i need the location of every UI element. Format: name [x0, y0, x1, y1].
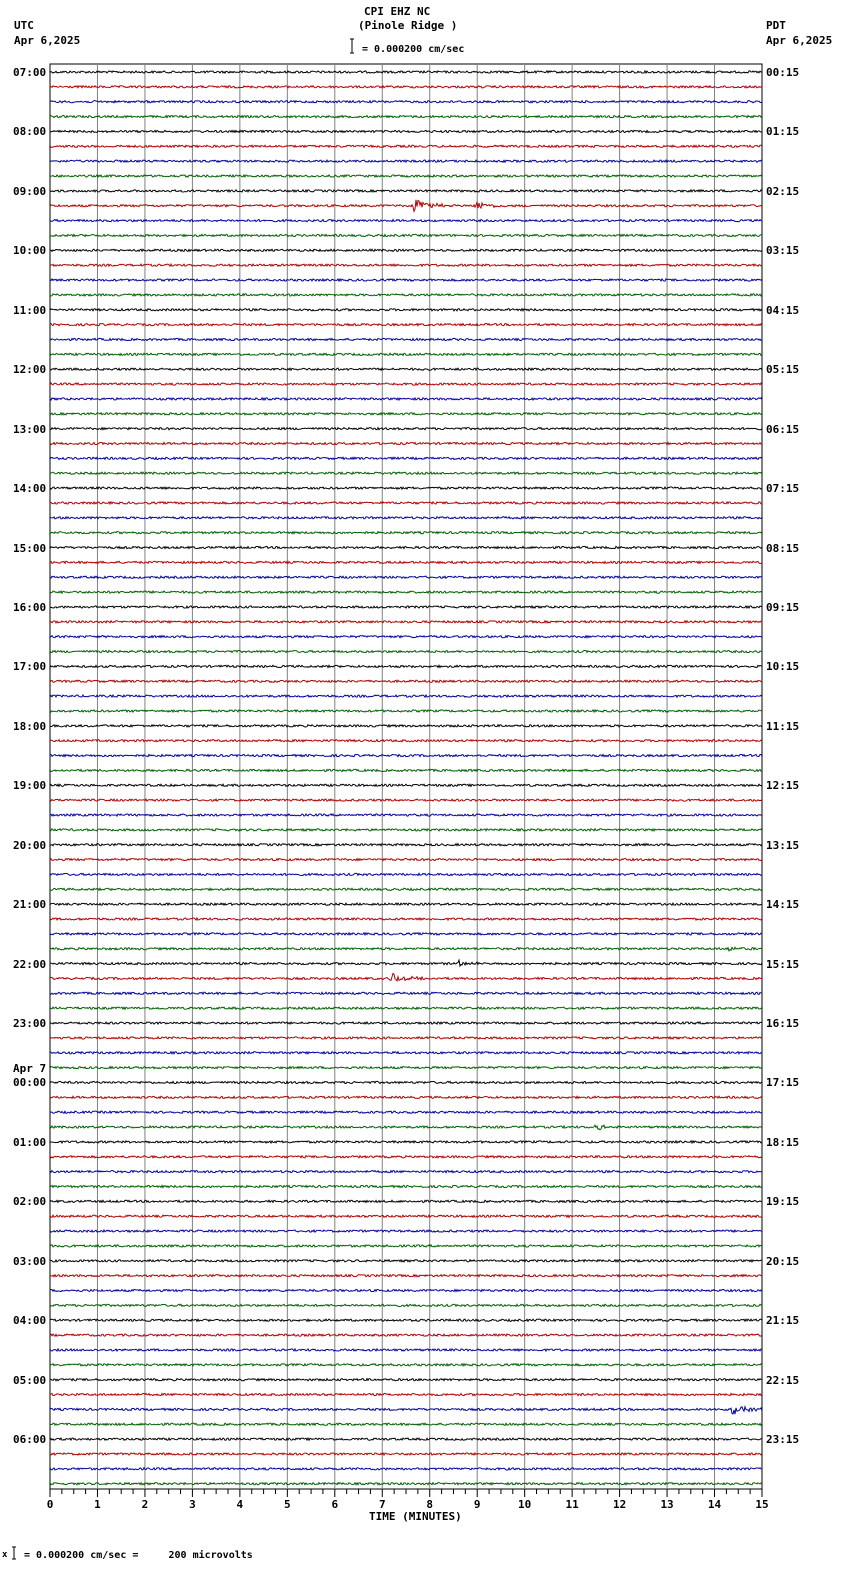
trace-line: [50, 1022, 762, 1024]
x-tick-label: 13: [660, 1498, 674, 1511]
trace-line: [50, 145, 762, 147]
utc-hour-label: 20:00: [13, 838, 47, 852]
trace-line: [50, 532, 762, 534]
x-tick-label: 0: [46, 1498, 54, 1511]
trace-line: [50, 1468, 762, 1470]
trace-line: [50, 398, 762, 400]
trace-line: [50, 1125, 762, 1130]
trace-line: [50, 115, 762, 117]
utc-hour-label: 17:00: [13, 660, 47, 674]
trace-line: [50, 769, 762, 771]
trace-line: [50, 784, 762, 786]
x-tick-label: 8: [426, 1498, 434, 1511]
x-tick-label: 7: [378, 1498, 386, 1511]
trace-line: [50, 606, 762, 608]
trace-line: [50, 472, 762, 474]
utc-hour-label: 01:00: [13, 1135, 47, 1149]
location-title: (Pinole Ridge ): [358, 19, 458, 32]
utc-hour-label: 11:00: [13, 303, 47, 317]
trace-line: [50, 1200, 762, 1202]
x-tick-label: 1: [94, 1498, 101, 1511]
utc-hour-label: 06:00: [13, 1433, 47, 1447]
trace-line: [50, 264, 762, 266]
trace-line: [50, 829, 762, 831]
x-tick-label: 3: [189, 1498, 196, 1511]
time-axis: [47, 1489, 769, 1511]
utc-hour-label: 19:00: [13, 779, 47, 793]
x-tick-label: 14: [707, 1498, 722, 1511]
trace-line: [50, 309, 762, 311]
trace-line: [50, 130, 762, 132]
utc-hour-label: 08:00: [13, 125, 47, 139]
trace-line: [50, 1438, 762, 1440]
trace-line: [50, 1423, 762, 1425]
utc-hour-label: 09:00: [13, 184, 47, 198]
footer-scale-note: = 0.000200 cm/sec = 200 microvolts: [24, 1550, 253, 1561]
pdt-hour-label: 12:15: [766, 779, 800, 793]
utc-date: Apr 6,2025: [14, 34, 81, 47]
trace-line: [50, 888, 762, 890]
trace-line: [50, 1245, 762, 1247]
x-tick-label: 6: [331, 1498, 339, 1511]
trace-line: [50, 933, 762, 935]
scale-bar-icon: [350, 39, 354, 53]
trace-line: [50, 844, 762, 846]
pdt-hour-label: 15:15: [766, 957, 800, 971]
x-tick-label: 5: [284, 1498, 291, 1511]
trace-line: [50, 1364, 762, 1366]
trace-line: [50, 190, 762, 192]
footer-scale-bar-icon: [12, 1547, 16, 1559]
trace-line: [50, 338, 762, 340]
utc-hour-label: 04:00: [13, 1314, 47, 1328]
utc-hour-label: 15:00: [13, 541, 47, 555]
trace-line: [50, 1304, 762, 1306]
trace-line: [50, 457, 762, 459]
footer-prefix: x: [2, 1550, 8, 1560]
pdt-hour-label: 09:15: [766, 600, 800, 614]
trace-line: [50, 992, 762, 994]
pdt-hour-label: 23:15: [766, 1433, 800, 1447]
pdt-hour-label: 04:15: [766, 303, 800, 317]
trace-line: [50, 1141, 762, 1143]
x-tick-label: 15: [755, 1498, 769, 1511]
x-tick-label: 9: [473, 1498, 481, 1511]
pdt-hour-label: 21:15: [766, 1314, 800, 1328]
pdt-hour-label: 08:15: [766, 541, 800, 555]
utc-hour-label: 22:00: [13, 957, 47, 971]
utc-hour-label: 23:00: [13, 1017, 47, 1031]
pdt-hour-label: 18:15: [766, 1135, 800, 1149]
trace-line: [50, 1407, 762, 1414]
trace-line: [50, 621, 762, 623]
x-tick-label: 10: [518, 1498, 532, 1511]
utc-hour-label: 13:00: [13, 422, 47, 436]
x-tick-label: 12: [612, 1498, 627, 1511]
pdt-hour-label: 14:15: [766, 898, 800, 912]
trace-line: [50, 725, 762, 727]
trace-line: [50, 858, 762, 860]
trace-line: [50, 1349, 762, 1351]
trace-line: [50, 279, 762, 281]
x-tick-label: 11: [565, 1498, 579, 1511]
trace-line: [50, 487, 762, 489]
pdt-hour-label: 05:15: [766, 363, 800, 377]
day-change-label: Apr 7: [13, 1062, 47, 1076]
trace-line: [50, 754, 762, 756]
trace-line: [50, 428, 762, 430]
trace-line: [50, 973, 762, 981]
pdt-hour-label: 13:15: [766, 838, 800, 852]
trace-line: [50, 873, 762, 875]
utc-hour-label: 16:00: [13, 600, 47, 614]
trace-line: [50, 353, 762, 355]
trace-line: [50, 160, 762, 162]
utc-label: UTC: [14, 19, 34, 32]
trace-line: [50, 799, 762, 801]
pdt-hour-label: 19:15: [766, 1195, 800, 1209]
trace-line: [50, 814, 762, 816]
utc-hour-label: 00:00: [13, 1076, 47, 1090]
trace-line: [50, 413, 762, 415]
trace-line: [50, 1007, 762, 1009]
pdt-hour-label: 11:15: [766, 719, 800, 733]
trace-line: [50, 695, 762, 697]
trace-line: [50, 234, 762, 236]
trace-line: [50, 1393, 762, 1395]
trace-line: [50, 576, 762, 578]
pdt-hour-label: 00:15: [766, 66, 800, 79]
pdt-hour-label: 01:15: [766, 125, 800, 139]
trace-line: [50, 1260, 762, 1262]
x-tick-label: 2: [141, 1498, 149, 1511]
trace-line: [50, 86, 762, 88]
trace-line: [50, 1483, 762, 1485]
pdt-hour-label: 20:15: [766, 1254, 800, 1268]
trace-line: [50, 636, 762, 638]
trace-line: [50, 502, 762, 504]
trace-line: [50, 175, 762, 177]
pdt-hour-label: 07:15: [766, 482, 800, 496]
trace-line: [50, 947, 762, 951]
trace-line: [50, 561, 762, 563]
trace-line: [50, 1156, 762, 1158]
utc-hour-label: 21:00: [13, 898, 47, 912]
utc-hour-label: 10:00: [13, 244, 47, 258]
station-title: CPI EHZ NC: [364, 5, 431, 18]
utc-hour-label: 03:00: [13, 1254, 47, 1268]
trace-line: [50, 1185, 762, 1187]
trace-line: [50, 220, 762, 222]
trace-line: [50, 1289, 762, 1291]
trace-line: [50, 1096, 762, 1098]
utc-hour-label: 02:00: [13, 1195, 47, 1209]
utc-hour-label: 05:00: [13, 1373, 47, 1387]
trace-line: [50, 1037, 762, 1039]
trace-line: [50, 1379, 762, 1381]
pdt-label: PDT: [766, 19, 786, 32]
trace-line: [50, 1453, 762, 1455]
pdt-date: Apr 6,2025: [766, 34, 833, 47]
trace-line: [50, 324, 762, 326]
trace-line: [50, 368, 762, 370]
utc-hour-label: 07:00: [13, 66, 47, 79]
trace-line: [50, 665, 762, 667]
trace-line: [50, 1230, 762, 1232]
scale-note: = 0.000200 cm/sec: [362, 44, 465, 55]
trace-line: [50, 740, 762, 742]
pdt-hour-label: 10:15: [766, 660, 800, 674]
trace-line: [50, 591, 762, 593]
trace-line: [50, 517, 762, 519]
pdt-hour-label: 02:15: [766, 184, 800, 198]
trace-line: [50, 1319, 762, 1321]
trace-line: [50, 546, 762, 548]
trace-line: [50, 918, 762, 920]
trace-line: [50, 249, 762, 251]
trace-line: [50, 383, 762, 385]
trace-line: [50, 294, 762, 296]
pdt-hour-label: 16:15: [766, 1017, 800, 1031]
pdt-hour-label: 06:15: [766, 422, 800, 436]
trace-line: [50, 1334, 762, 1336]
trace-line: [50, 903, 762, 905]
x-axis-title: TIME (MINUTES): [369, 1510, 462, 1523]
trace-line: [50, 1052, 762, 1054]
trace-line: [50, 101, 762, 103]
utc-hour-label: 12:00: [13, 363, 47, 377]
trace-line: [50, 1275, 762, 1277]
trace-line: [50, 442, 762, 444]
pdt-hour-label: 22:15: [766, 1373, 800, 1387]
x-tick-label: 4: [236, 1498, 244, 1511]
trace-line: [50, 1067, 762, 1069]
trace-line: [50, 200, 762, 211]
utc-hour-label: 14:00: [13, 482, 47, 496]
trace-line: [50, 1081, 762, 1083]
trace-line: [50, 710, 762, 712]
pdt-hour-label: 17:15: [766, 1076, 800, 1090]
trace-line: [50, 650, 762, 652]
trace-line: [50, 71, 762, 73]
trace-line: [50, 960, 762, 966]
pdt-hour-label: 03:15: [766, 244, 800, 258]
trace-line: [50, 1215, 762, 1217]
trace-line: [50, 680, 762, 682]
trace-group: [50, 71, 762, 1485]
trace-line: [50, 1171, 762, 1173]
trace-line: [50, 1111, 762, 1113]
utc-hour-label: 18:00: [13, 719, 47, 733]
